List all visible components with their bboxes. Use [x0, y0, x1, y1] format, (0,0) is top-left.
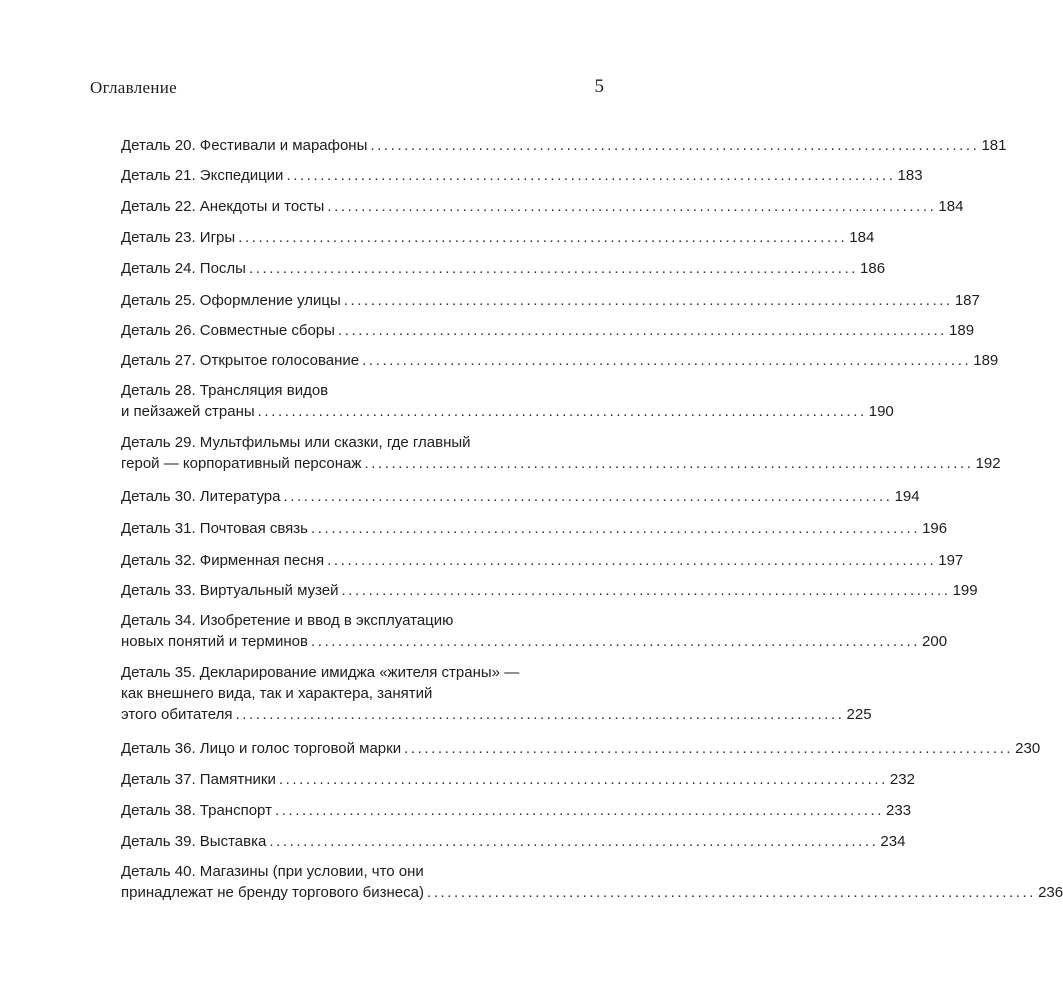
toc-entry-page-number: 234 [880, 833, 906, 850]
toc-entry [121, 196, 964, 217]
toc-entry-page-number: 181 [981, 137, 1007, 154]
toc-entry-title-line: Деталь 27. Открытое голосование [121, 352, 360, 369]
dot-leader: .......................................................................................... [235, 706, 845, 723]
toc-entry [121, 610, 948, 652]
toc-entry-last-line [121, 831, 906, 852]
toc-entry-page-number: 200 [922, 633, 948, 650]
toc-entry-title-line: Деталь 28. Трансляция видов [121, 382, 329, 399]
toc-entry-page-number: 184 [938, 198, 964, 215]
toc-entry-last-line [121, 738, 1041, 759]
dot-leader: .......................................................................................... [327, 552, 937, 569]
dot-leader: .......................................................................................... [278, 771, 888, 788]
toc-entry-page-number: 236 [1038, 884, 1063, 901]
toc-entry-page-number: 189 [949, 322, 975, 339]
toc-entry [121, 135, 1007, 156]
toc-entry [121, 350, 999, 371]
toc-entry-page-number: 186 [860, 260, 886, 277]
toc-entry-last-line [121, 486, 920, 507]
toc-entry-last-line [121, 800, 912, 821]
dot-leader: .......................................................................................... [269, 833, 879, 850]
toc-entry-last-line [121, 350, 999, 371]
page-number: 5 [594, 76, 604, 97]
toc-entry-title-line: Деталь 37. Памятники [121, 771, 276, 788]
toc-entry-last-line [121, 258, 886, 279]
toc-entry [121, 320, 975, 341]
toc-entry-page-number: 190 [868, 403, 894, 420]
toc-entry-last-line [121, 135, 1007, 156]
toc-entry-title-line: Деталь 22. Анекдоты и тосты [121, 198, 325, 215]
dot-leader: .......................................................................................... [311, 520, 921, 537]
toc-entry-title-line: Деталь 39. Выставка [121, 833, 267, 850]
toc-entry [121, 769, 915, 790]
toc-entry-title-line: Деталь 25. Оформление улицы [121, 292, 341, 309]
toc-entry [121, 831, 906, 852]
toc-entry-last-line [121, 704, 872, 725]
dot-leader: .......................................................................................... [426, 884, 1037, 901]
toc-entry-title-line: Деталь 29. Мультфильмы или сказки, где главный [121, 434, 471, 451]
dot-leader: .......................................................................................... [364, 455, 974, 472]
toc-entry [121, 861, 1063, 903]
dot-leader: .......................................................................................... [286, 167, 896, 184]
toc-entry-title-line: и пейзажей страны [121, 403, 255, 420]
toc-entry-last-line [121, 550, 964, 571]
toc-entry-title-line: Деталь 26. Совместные сборы [121, 322, 335, 339]
toc-entry-last-line [121, 453, 1001, 474]
toc-entry-title-line: Деталь 33. Виртуальный музей [121, 582, 339, 599]
toc-entry-page-number: 197 [938, 552, 964, 569]
toc-entry-page-number: 232 [889, 771, 915, 788]
toc-entry [121, 580, 978, 601]
toc-entry [121, 518, 948, 539]
dot-leader: .......................................................................................... [274, 802, 885, 819]
dot-leader: .......................................................................................... [337, 322, 948, 339]
toc-entry [121, 227, 875, 248]
toc-entry-page-number: 183 [897, 167, 923, 184]
dot-leader: .......................................................................................... [283, 488, 893, 505]
dot-leader: .......................................................................................... [310, 633, 921, 650]
toc-entry-last-line [121, 518, 948, 539]
dot-leader: .......................................................................................... [257, 403, 867, 420]
toc-entry [121, 380, 894, 422]
toc-entry-page-number: 192 [975, 455, 1001, 472]
toc-entry [121, 165, 923, 186]
toc-entry-last-line [121, 882, 1063, 903]
toc-entry-last-line [121, 320, 975, 341]
toc-entry-page-number: 187 [954, 292, 980, 309]
toc-entry-page-number: 189 [973, 352, 999, 369]
toc-entry-last-line [121, 227, 875, 248]
dot-leader: .......................................................................................... [248, 260, 859, 277]
dot-leader: .......................................................................................... [370, 137, 980, 154]
toc-entry [121, 550, 964, 571]
toc-entry-last-line [121, 165, 923, 186]
toc-entry-last-line [121, 196, 964, 217]
dot-leader: .......................................................................................... [238, 229, 848, 246]
toc-entry-title-line: Деталь 35. Декларирование имиджа «жителя страны» — [121, 664, 520, 681]
toc-entry-title-line: Деталь 40. Магазины (при условии, что они [121, 863, 424, 880]
dot-leader: .......................................................................................... [362, 352, 972, 369]
toc-entry-title-line: Деталь 21. Экспедиции [121, 167, 284, 184]
toc-entry [121, 738, 1041, 759]
toc-entry [121, 432, 1001, 474]
toc-entry-title-line: Деталь 31. Почтовая связь [121, 520, 309, 537]
toc-entry-title-line: Деталь 32. Фирменная песня [121, 552, 325, 569]
toc-entry-page-number: 233 [886, 802, 912, 819]
toc-entry-page-number: 196 [922, 520, 948, 537]
toc-entry [121, 662, 872, 725]
dot-leader: .......................................................................................... [343, 292, 953, 309]
dot-leader: .......................................................................................... [327, 198, 937, 215]
toc-entry-page-number: 230 [1015, 740, 1041, 757]
toc-entry [121, 800, 912, 821]
toc-entry-last-line [121, 290, 980, 311]
dot-leader: .......................................................................................... [404, 740, 1014, 757]
toc-entry-title-line: принадлежат не бренду торгового бизнеса) [121, 884, 424, 901]
toc-entry [121, 486, 920, 507]
toc-entry-title-line: Деталь 23. Игры [121, 229, 236, 246]
toc-entry-title-line: Деталь 36. Лицо и голос торговой марки [121, 740, 402, 757]
toc-entry-title-line: герой — корпоративный персонаж [121, 455, 362, 472]
toc-entry-title-line: новых понятий и терминов [121, 633, 308, 650]
toc-entry-page-number: 225 [846, 706, 872, 723]
toc-entry-title-line: Деталь 34. Изобретение и ввод в эксплуатацию [121, 612, 454, 629]
toc-entry-last-line [121, 769, 915, 790]
toc-entry-page-number: 194 [894, 488, 920, 505]
dot-leader: .......................................................................................... [341, 582, 951, 599]
running-header-title: Оглавление [90, 78, 177, 97]
toc-entry-title-line: Деталь 20. Фестивали и марафоны [121, 137, 368, 154]
toc-entry-title-line: Деталь 30. Литература [121, 488, 281, 505]
toc-entry-title-line: этого обитателя [121, 706, 233, 723]
toc-entry-page-number: 199 [952, 582, 978, 599]
toc-entry-last-line [121, 401, 894, 422]
toc-entry-last-line [121, 631, 948, 652]
toc-entry-title-line: как внешнего вида, так и характера, занятий [121, 685, 433, 702]
toc-entry [121, 258, 886, 279]
toc-entry-title-line: Деталь 24. Послы [121, 260, 246, 277]
toc-entry-page-number: 184 [849, 229, 875, 246]
toc-entry-last-line [121, 580, 978, 601]
toc-entry-title-line: Деталь 38. Транспорт [121, 802, 272, 819]
toc-entry [121, 290, 980, 311]
